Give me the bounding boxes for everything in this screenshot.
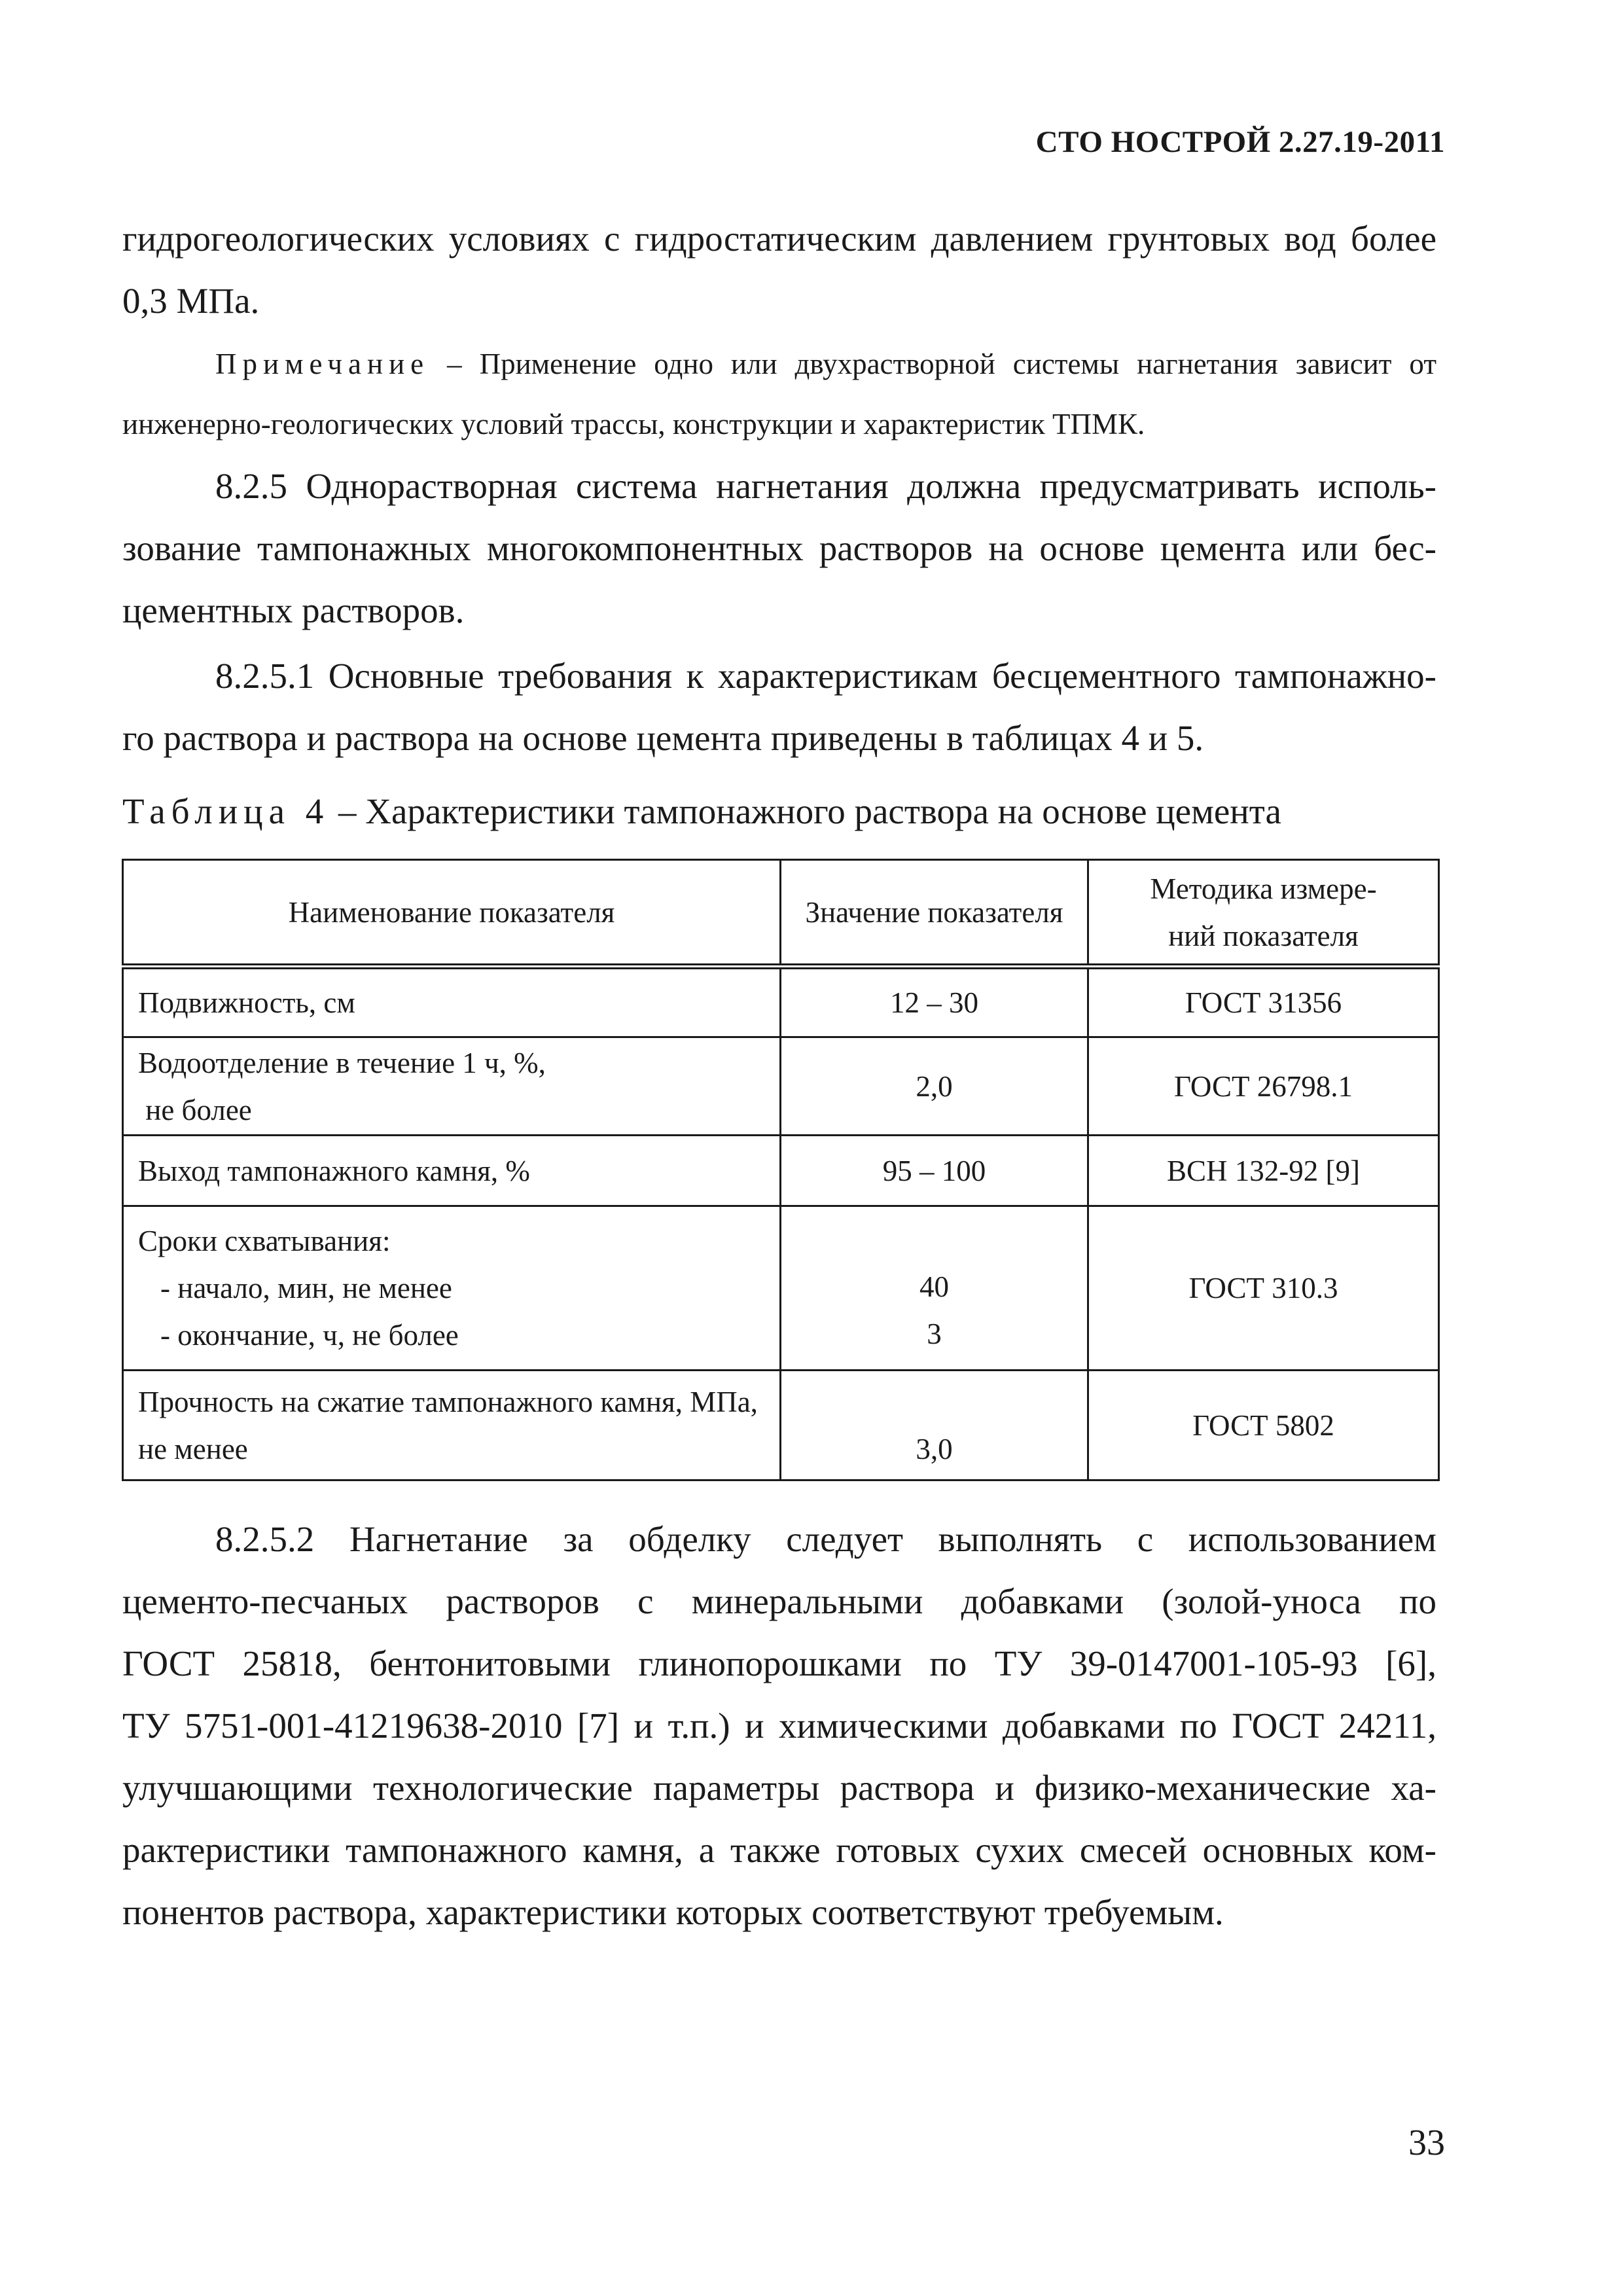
text-line: понентов раствора, характеристики которых соответствуют требуемым. [122,1892,1224,1932]
text-line: ТУ 5751-001-41219638-2010 [7] и т.п.) и химическими добавками по ГОСТ 24211, [122,1706,1436,1746]
note-line [122,334,1436,394]
cell-name [123,1371,781,1480]
cell-method: ГОСТ 310.3 [1088,1206,1439,1371]
text-line: 8.2.5 Однорастворная система нагнетания должна предусматривать исполь- [215,466,1436,506]
cell-value [781,1206,1088,1371]
text-line: зование тампонажных многокомпонентных растворов на основе цемента или бес- [122,528,1436,568]
cell-value: 95 – 100 [781,1136,1088,1206]
note-line: инженерно-геологических условий трассы, конструкции и характеристик ТПМК. [122,408,1145,440]
document-code-header: СТО НОСТРОЙ 2.27.19-2011 [1035,125,1445,159]
cell-value: 2,0 [781,1037,1088,1136]
cell-line: Сроки схватывания: [138,1225,391,1257]
characteristics-table [122,859,1440,1481]
page-number: 33 [1408,2123,1445,2163]
cell-line: Водоотделение в течение 1 ч, %, [138,1046,546,1079]
cell-line: не менее [138,1432,248,1465]
table-row [123,1206,1439,1371]
cell-line: Прочность на сжатие тампонажного камня, МПа, [138,1385,758,1418]
table-caption [122,789,1281,834]
text-line: 8.2.5.1 Основные требования к характеристикам бесцементного тампонажно- [215,656,1436,696]
cell-name [123,1037,781,1136]
cell-method: ГОСТ 31356 [1088,967,1439,1037]
header-method-line: ний показателя [1168,919,1359,952]
table-caption-label: Таблица 4 [122,791,330,831]
text-line: 0,3 МПа. [122,281,260,321]
text-line: ГОСТ 25818, бентонитовыми глинопорошками по ТУ 39-0147001-105-93 [6], [122,1643,1436,1683]
text-line: го раствора и раствора на основе цемента приведены в таблицах 4 и 5. [122,718,1204,758]
header-method-line: Методика измере- [1150,872,1377,905]
note-label: Примечание [215,348,430,380]
table-row [123,1136,1439,1206]
table-header-row [123,860,1439,967]
header-method [1088,860,1439,967]
cell-value: 3,0 [781,1371,1088,1480]
text-line: цементных растворов. [122,590,465,630]
cell-name: Подвижность, см [123,967,781,1037]
cell-name: Выход тампонажного камня, % [123,1136,781,1206]
text-line: рактеристики тампонажного камня, а также готовых сухих смесей основных ком- [122,1830,1436,1870]
text-line: улучшающими технологические параметры раствора и физико-механические ха- [122,1768,1436,1808]
header-name: Наименование показателя [123,860,781,967]
cell-value: 12 – 30 [781,967,1088,1037]
note-text: – Применение одно или двухрастворной системы нагнетания зависит от [447,348,1437,380]
paragraph-8-2-5-2 [122,1508,1436,1943]
paragraph-8-2-5-1 [122,645,1436,769]
cell-method: ГОСТ 5802 [1088,1371,1439,1480]
cell-line: 40 [919,1270,949,1303]
paragraph-8-2-5 [122,455,1436,641]
cell-method: ГОСТ 26798.1 [1088,1037,1439,1136]
table-row [123,1371,1439,1480]
text-line: 8.2.5.2 Нагнетание за обделку следует выполнять с использованием [215,1519,1436,1559]
table-row [123,1037,1439,1136]
header-value: Значение показателя [781,860,1088,967]
cell-method: ВСН 132-92 [9] [1088,1136,1439,1206]
table-caption-text: – Характеристики тампонажного раствора на основе цемента [329,791,1281,831]
cell-name [123,1206,781,1371]
cell-line: не более [138,1093,252,1126]
note-block [122,334,1436,454]
cell-line: - окончание, ч, не более [160,1319,459,1352]
text-line: цементо-песчаных растворов с минеральными добавками (золой-уноса по [122,1581,1436,1621]
paragraph-continuation [122,207,1436,332]
cell-line: 3 [927,1318,942,1350]
cell-line: - начало, мин, не менее [160,1272,452,1304]
table-row [123,967,1439,1037]
text-line: гидрогеологических условиях с гидростатическим давлением грунтовых вод более [122,219,1436,259]
